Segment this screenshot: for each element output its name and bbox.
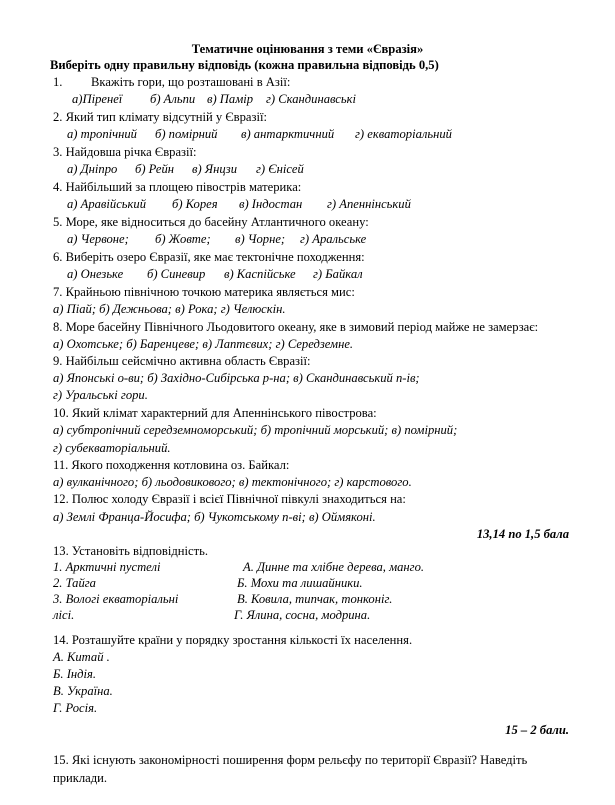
answers-12: а) Землі Франца-Йосифа; б) Чукотському п-ві; в) Оймяконі. [53,510,376,524]
match-right-b: Б. Мохи та лишайники. [237,576,363,590]
question-4: 4. Найбільший за площею півострів материка: [53,180,302,194]
answer-option: г) Байкал [313,267,363,281]
instruction: Виберіть одну правильну відповідь (кожна правильна відповідь 0,5) [50,58,439,72]
answers-7: а) Піай; б) Дежньова; в) Рока; г) Челюскін. [53,302,286,316]
answers-6 [67,266,363,284]
question-5: 5. Море, яке відноситься до басейну Атлантичного океану: [53,215,369,229]
question-7: 7. Крайньою північною точкою материка являється мис: [53,285,355,299]
answers-10-cont: г) субекваторіальний. [53,441,171,455]
order-item-v: В. Україна. [53,684,113,698]
question-11: 11. Якого походження котловина оз. Байкал: [53,458,290,472]
answer-option: б) Альпи [150,92,196,106]
answer-option: в) Чорне; [235,232,286,246]
question-1 [53,74,290,92]
answers-11: а) вулканічного; б) льодовикового; в) тектонічного; г) карстового. [53,475,412,489]
answers-9-cont: г) Уральські гори. [53,388,148,402]
answers-9: а) Японські о-ви; б) Західно-Сибірська р-на; в) Скандинавський п-ів; [53,371,420,385]
answers-1 [72,91,356,109]
answer-option: а)Піренеї [72,92,123,106]
answers-3 [67,161,304,179]
answer-option: г) Аральське [300,232,367,246]
answer-option: а) тропічний [67,127,137,141]
match-left-1: 1. Арктичні пустелі [53,560,161,574]
answer-option: в) Індостан [239,197,303,211]
match-right-v: В. Ковила, типчак, тонконіг. [237,592,393,606]
points-13-14: 13,14 по 1,5 бала [476,527,569,541]
question-14: 14. Розташуйте країни у порядку зростання кількості їх населення. [53,633,413,647]
answer-option: а) Дніпро [67,162,118,176]
question-12: 12. Полюс холоду Євразії і всієї Північної півкулі знаходиться на: [53,492,406,506]
answer-option: а) Червоне; [67,232,129,246]
question-8: 8. Море басейну Північного Льодовитого океану, яке в зимовий період майже не замерзає: [53,320,539,334]
answer-option: а) Онезьке [67,267,124,281]
answer-option: б) Корея [172,197,218,211]
answer-option: а) Аравійський [67,197,146,211]
answer-option: в) Памір [207,92,254,106]
match-right-g: Г. Ялина, сосна, модрина. [234,608,371,622]
answer-option: г) Скандинавські [266,92,357,106]
match-left-2: 2. Тайга [53,576,96,590]
question-2: 2. Який тип клімату відсутній у Євразії: [53,110,267,124]
answers-8: а) Охотське; б) Баренцеве; в) Лаптєвих; г) Середземне. [53,337,354,351]
order-item-a: А. Китай . [53,650,110,664]
answers-5 [67,231,366,249]
question-13: 13. Установіть відповідність. [53,544,208,558]
points-15: 15 – 2 бали. [505,723,569,737]
answer-option: в) Янцзи [192,162,237,176]
answer-option: б) Жовте; [155,232,211,246]
question-6: 6. Виберіть озеро Євразії, яке має тектонічне походження: [53,250,365,264]
answers-2 [67,126,452,144]
answer-option: в) антарктичний [241,127,335,141]
answer-option: г) Апеннінський [327,197,411,211]
question-9: 9. Найбільш сейсмічно активна область Євразії: [53,354,311,368]
answer-option: б) помірний [155,127,218,141]
match-right-a: А. Динне та хлібне дерева, манго. [243,560,425,574]
question-3: 3. Найдовша річка Євразії: [53,145,197,159]
question-15: 15. Які існують закономірності поширення форм рельєфу по території Євразії? Наведіть приклади. [53,753,528,785]
order-item-g: Г. Росія. [53,701,98,715]
answer-option: в) Каспійське [224,267,296,281]
answer-option: г) Єнісей [256,162,304,176]
answers-4 [67,196,411,214]
question-1-text: Вкажіть гори, що розташовані в Азії: [91,75,291,89]
answer-option: б) Рейн [135,162,175,176]
question-10: 10. Який клімат характерний для Апеннінського півострова: [53,406,377,420]
question-1-number: 1. [53,75,63,89]
match-left-3-cont: лісі. [53,608,75,622]
document-title: Тематичне оцінювання з теми «Євразія» [191,42,424,56]
match-left-3: 3. Вологі екваторіальні [53,592,179,606]
answer-option: г) екваторіальний [355,127,452,141]
order-item-b: Б. Індія. [53,667,97,681]
answer-option: б) Синевир [147,267,206,281]
answers-10: а) субтропічний середземноморський; б) тропічний морський; в) помірний; [53,423,458,437]
